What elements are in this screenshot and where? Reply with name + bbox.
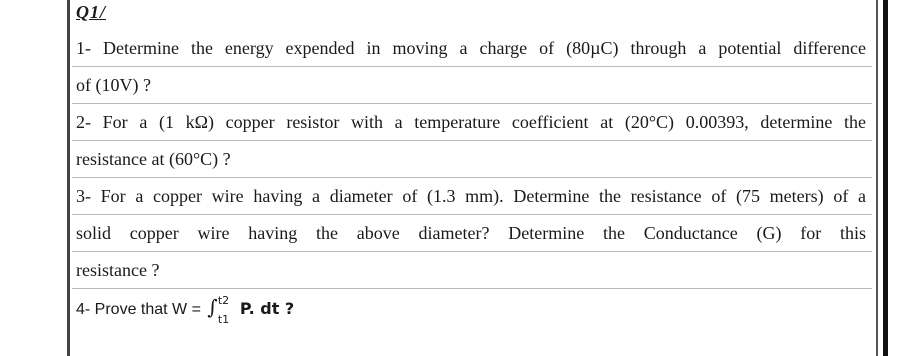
right-border-line <box>883 0 888 356</box>
q2-text-2: resistance at (60°C) ? <box>76 149 231 169</box>
q3-line-2 <box>72 214 872 251</box>
integral-limits <box>218 295 238 325</box>
question-list <box>72 30 872 325</box>
q2-text-1: 2- For a (1 kΩ) copper resistor with a temperature coefficient at (20°C) 0.00393, determine the <box>76 112 866 132</box>
q3-line-3 <box>72 251 872 288</box>
q1-text-2: of (10V) ? <box>76 75 151 95</box>
q1-text-1: 1- Determine the energy expended in moving a charge of (80µC) through a potential difference <box>76 38 866 58</box>
q2-line-1 <box>72 103 872 140</box>
right-border-line-thin <box>876 0 878 356</box>
question-heading: Q1/ <box>76 2 106 22</box>
integrand: P. dt ? <box>239 299 295 318</box>
q1-line-1 <box>72 30 872 66</box>
upper-limit: t2 <box>217 293 230 307</box>
q3-text-3: resistance ? <box>76 260 160 280</box>
q3-text-2: solid copper wire having the above diameter? Determine the Conductance (G) for this <box>76 223 866 243</box>
lower-limit: t1 <box>217 312 230 326</box>
q3-text-1: 3- For a copper wire having a diameter of (1.3 mm). Determine the resistance of (75 meters) of a <box>76 186 866 206</box>
q4-line-1 <box>72 288 872 325</box>
q2-line-2 <box>72 140 872 177</box>
q4-prefix: 4- Prove that W = <box>76 301 206 318</box>
integral-sign: ∫ <box>207 295 218 319</box>
q3-line-1 <box>72 177 872 214</box>
left-border-line <box>67 0 70 356</box>
q1-line-2 <box>72 66 872 103</box>
